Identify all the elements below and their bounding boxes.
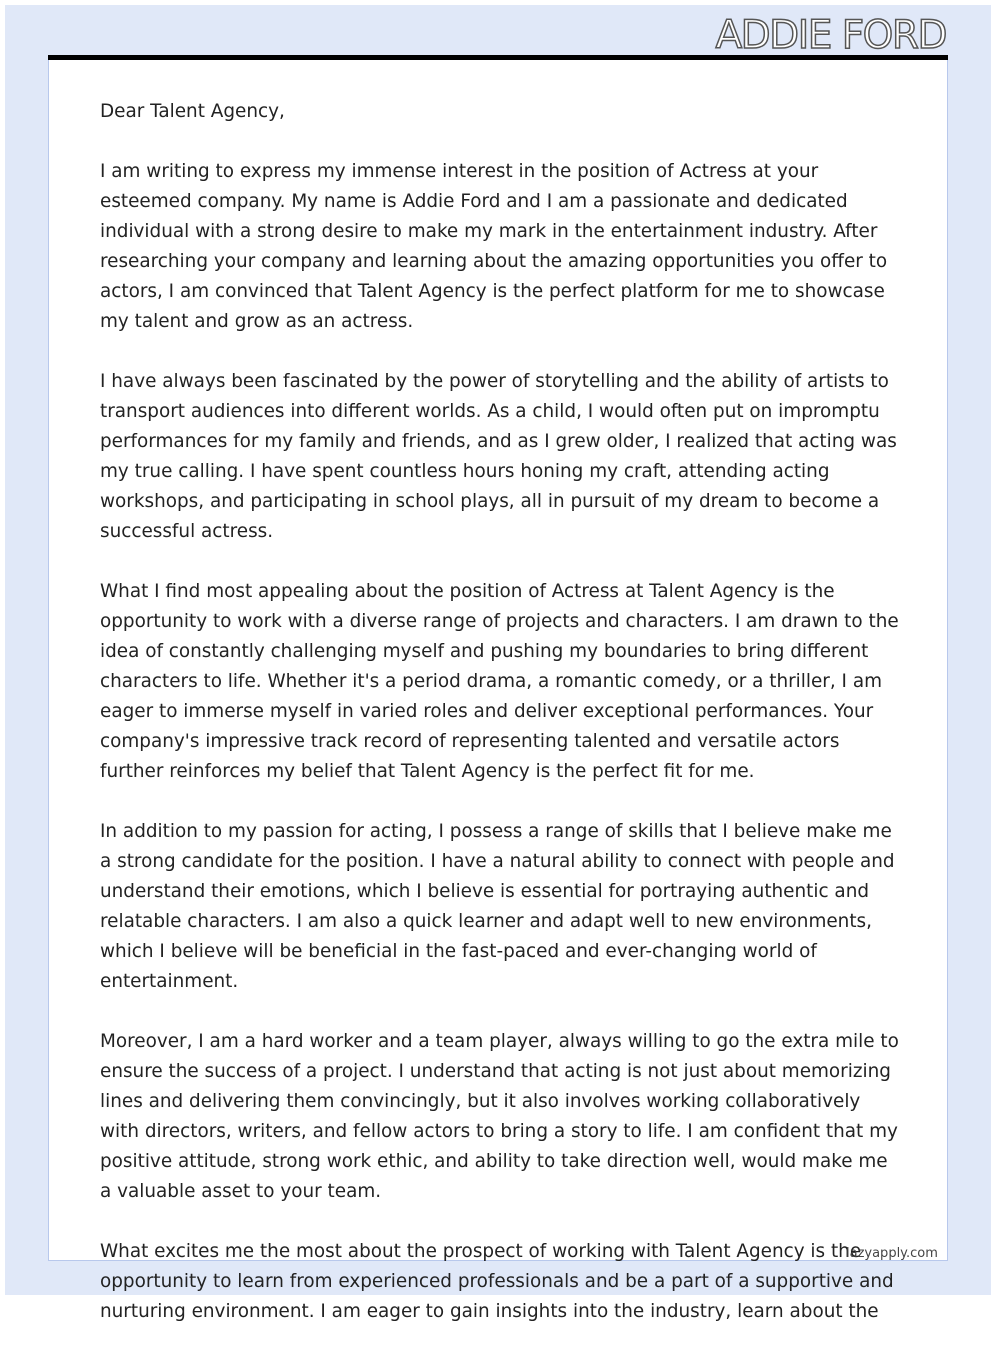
cover-letter-body — [100, 97, 900, 1357]
salutation: Dear Talent Agency, — [100, 101, 285, 122]
paragraph-1: I am writing to express my immense interest in the position of Actress at your esteemed company. My name is Addie Ford and I am a passionate and dedicated individual with a strong desire to make my mark in the entertainment industry. After researching your company and learning about the amazing opportunities you offer to actors, I am convinced that Talent Agency is the perfect platform for me to showcase my talent and grow as an actress. — [100, 161, 888, 332]
paragraph-6: What excites me the most about the prospect of working with Talent Agency is the opportunity to learn from experienced professionals and be a part of a supportive and nurturing environment. I am eager to gain insights into the industry, learn about the — [100, 1241, 894, 1322]
applicant-name: ADDIE FORD — [715, 13, 946, 58]
paragraph-3: What I find most appealing about the position of Actress at Talent Agency is the opportunity to work with a diverse range of projects and characters. I am drawn to the idea of constantly challenging myself and pushing my boundaries to bring different characters to life. Whether it's a period drama, a romantic comedy, or a thriller, I am eager to immerse myself in varied roles and deliver exceptional performances. Your company's impressive track record of representing talented and versatile actors further reinforces my belief that Talent Agency is the perfect fit for me. — [100, 581, 899, 782]
watermark: lazyapply.com — [846, 1246, 938, 1261]
paragraph-4: In addition to my passion for acting, I possess a range of skills that I believe make me a strong candidate for the position. I have a natural ability to connect with people and understand their emotions, which I believe is essential for portraying authentic and relatable characters. I am also a quick learner and adapt well to new environments, which I believe will be beneficial in the fast-paced and ever-changing world of entertainment. — [100, 821, 895, 992]
paragraph-2: I have always been fascinated by the power of storytelling and the ability of artists to transport audiences into different worlds. As a child, I would often put on impromptu performances for my family and friends, and as I grew older, I realized that acting was my true calling. I have spent countless hours honing my craft, attending acting workshops, and participating in school plays, all in pursuit of my dream to become a successful actress. — [100, 371, 897, 542]
paragraph-5: Moreover, I am a hard worker and a team player, always willing to go the extra mile to ensure the success of a project. I understand that acting is not just about memorizing lines and delivering them convincingly, but it also involves working collaboratively with directors, writers, and fellow actors to bring a story to life. I am confident that my positive attitude, strong work ethic, and ability to take direction well, would make me a valuable asset to your team. — [100, 1031, 899, 1202]
